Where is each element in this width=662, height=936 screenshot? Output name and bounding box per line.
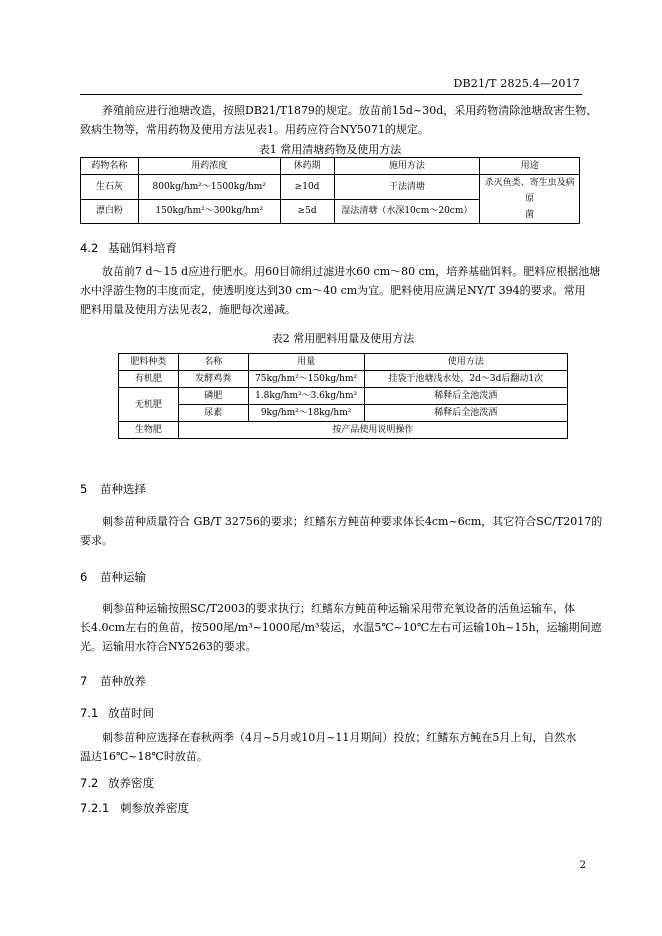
table-cell: 9kg/hm²～18kg/hm² [248,405,364,422]
para-line: 温达16℃~18℃时放苗。 [80,750,208,763]
para-line: 水中浮游生物的丰度而定，使透明度达到30 cm～40 cm为宜。肥料使用应满足NY/T 394的要求。常用 [80,284,586,297]
para-line: 刺参苗种应选择在春秋两季（4月~5月或10月~11月期间）投放；红鳍东方鲀在5月上旬，自然水 [102,731,577,744]
table-row [119,405,568,422]
section-title: 基础饵料培育 [108,241,177,255]
section-title: 苗种放养 [100,674,146,688]
para-line: 长4.0cm左右的鱼苗，按500尾/m³~1000尾/m³装运，水温5℃~10℃左右可运输10h~15h，运输期间遮 [80,621,602,634]
section-7-1-paragraph [80,728,590,766]
table-row [119,388,568,405]
table-cell: 1.8kg/hm²～3.6kg/hm² [248,388,364,405]
para-line: 刺参苗种运输按照SC/T2003的要求执行；红鳍东方鲀苗种运输采用带充氧设备的活鱼运输车，体 [102,602,575,615]
para-line: 要求。 [80,534,113,547]
section-number: 6 [80,570,88,584]
para-line: 光。运输用水符合NY5263的要求。 [80,640,257,653]
table2-caption: 表2 常用肥料用量及使用方法 [271,332,415,345]
section-number: 7.1 [80,706,99,720]
table1-caption: 表1 常用清塘药物及使用方法 [258,143,402,156]
document-code: DB21/T 2825.4—2017 [453,77,580,90]
section-6-heading [80,569,146,585]
section-5-heading [80,481,146,497]
section-number: 4.2 [80,241,99,255]
para-line: 肥料用量及使用方法见表2，施肥每次递减。 [80,303,296,316]
section-number: 7.2.1 [80,801,110,815]
section-number: 5 [80,482,88,496]
table1-header-cell: 药物名称 [81,158,139,175]
table-cell: 按产品使用说明操作 [178,422,567,439]
table1-header-cell: 休药期 [280,158,334,175]
section-title: 放养密度 [108,776,154,790]
table-cell: 150kg/hm²～300kg/hm² [138,199,280,224]
intro-paragraph [80,101,598,139]
table1-header-cell: 用药浓度 [138,158,280,175]
section-title: 刺参放养密度 [120,801,189,815]
para-line: 放苗前7 d～15 d应进行肥水。用60目筛绢过滤进水60 cm～80 cm，培养基础饵料。肥料应根据池塘 [102,265,601,278]
table-cell: 磷肥 [178,388,248,405]
table1-usage-line-1: 杀灭鱼类、寄生虫及病原 [484,178,575,204]
table1-header-row [81,158,580,175]
table-cell: 800kg/hm²～1500kg/hm² [138,175,280,200]
table-row [119,422,568,439]
table2 [118,353,568,439]
section-4-2-heading [80,240,177,256]
intro-line-2: 致病生物等，常用药物及使用方法见表1。用药应符合NY5071的规定。 [80,123,429,136]
table-cell: ≥5d [280,199,334,224]
table1-usage-line-2: 菌 [525,210,535,220]
page-number: 2 [579,860,586,871]
section-7-heading [80,673,146,689]
table-cell: 尿素 [178,405,248,422]
section-6-paragraph [80,599,602,656]
section-7-1-heading [80,705,154,721]
table1-usage-cell [480,175,580,224]
table1 [80,157,580,224]
table2-header-cell: 名称 [178,354,248,371]
para-line: 刺参苗种质量符合 GB/T 32756的要求；红鳍东方鲀苗种要求体长4cm~6cm，其它符合SC/T2017的 [102,515,603,528]
table-cell: ≥10d [280,175,334,200]
table1-header-cell: 施用方法 [334,158,480,175]
table-cell: 挂袋于池塘浅水处，2d～3d后翻动1次 [364,371,568,388]
table2-header-cell: 肥料种类 [119,354,179,371]
table2-header-cell: 使用方法 [364,354,568,371]
section-4-2-paragraph [80,262,601,319]
table-cell: 稀释后全池泼洒 [364,388,568,405]
table-cell: 漂白粉 [81,199,139,224]
section-title: 苗种运输 [100,570,146,584]
table2-header-row [119,354,568,371]
intro-line-1: 养殖前应进行池塘改造，按照DB21/T1879的规定。放苗前15d~30d，采用药物清除池塘敌害生物、 [102,104,598,117]
table-cell: 有机肥 [119,371,179,388]
section-number: 7 [80,674,88,688]
section-number: 7.2 [80,776,99,790]
table1-header-cell: 用途 [480,158,580,175]
section-7-2-1-heading [80,800,189,816]
table-cell: 湿法清塘（水深10cm～20cm） [334,199,480,224]
table-row [119,371,568,388]
section-title: 苗种选择 [100,482,146,496]
section-5-paragraph [80,512,603,550]
table-cell: 干法清塘 [334,175,480,200]
table-cell: 发酵鸡粪 [178,371,248,388]
section-7-2-heading [80,775,154,791]
table-cell: 生物肥 [119,422,179,439]
table-cell: 无机肥 [119,388,179,422]
header-divider [80,94,582,95]
table-cell: 生石灰 [81,175,139,200]
table-cell: 稀释后全池泼洒 [364,405,568,422]
section-title: 放苗时间 [108,706,154,720]
table2-header-cell: 用量 [248,354,364,371]
table-row [81,175,580,200]
table-cell: 75kg/hm²～150kg/hm² [248,371,364,388]
